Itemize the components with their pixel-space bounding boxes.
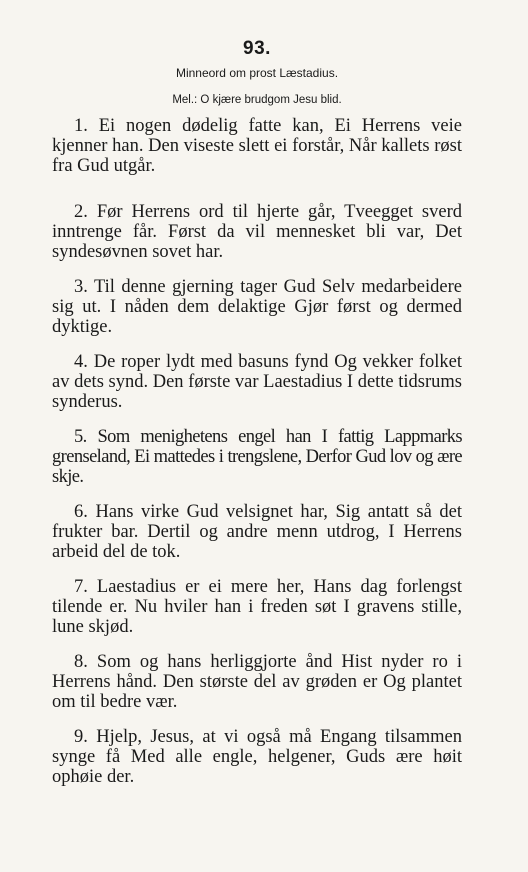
verse-number: 3. bbox=[74, 277, 88, 297]
verse-4 bbox=[52, 352, 462, 412]
verse-number: 4. bbox=[74, 352, 88, 372]
verse-text: Som og hans herliggjorte ånd Hist nyder ro i Herrens hånd. Den største del av grøden er Og plantet om til bedre vær. bbox=[52, 652, 462, 712]
hymn-title: Minneord om prost Læstadius. bbox=[175, 66, 339, 80]
verse-5 bbox=[52, 427, 462, 487]
verse-number: 5. bbox=[74, 427, 87, 447]
verse-text: Hjelp, Jesus, at vi også må Engang tilsammen synge få Med alle engle, helgener, Guds ære høit ophøie der. bbox=[52, 727, 462, 787]
verse-number: 7. bbox=[74, 577, 88, 597]
verse-text: Før Herrens ord til hjerte går, Tveegget sverd inntrenge får. Først da vil mennesket bli var, Det syndesøvnen sovet har. bbox=[52, 202, 462, 262]
verse-text: Ei nogen dødelig fatte kan, Ei Herrens veie kjenner han. Den viseste slett ei forstår, Når kallets røst fra Gud utgår. bbox=[52, 116, 462, 176]
verse-text: Til denne gjerning tager Gud Selv medarbeidere sig ut. I nåden dem delaktige Gjør først og dermed dyktige. bbox=[52, 277, 462, 337]
hymn-melody: Mel.: O kjære brudgom Jesu blid. bbox=[172, 94, 342, 106]
verse-number: 1. bbox=[74, 116, 88, 136]
hymn-number: 93. bbox=[243, 38, 271, 59]
verse-9 bbox=[52, 727, 462, 787]
verse-6 bbox=[52, 502, 462, 562]
verse-number: 9. bbox=[74, 727, 88, 747]
verse-3 bbox=[52, 277, 462, 337]
verse-text: Hans virke Gud velsignet har, Sig antatt så det frukter bar. Dertil og andre menn utdrog, I Herrens arbeid del de tok. bbox=[52, 502, 462, 562]
verse-8 bbox=[52, 652, 462, 712]
verse-text: Som menighetens engel han I fattig Lappmarks grenseland, Ei mattedes i trengslene, Derfor Gud lov og ære skje. bbox=[52, 427, 463, 487]
verse-number: 8. bbox=[74, 652, 88, 672]
verse-1 bbox=[52, 116, 462, 176]
verse-number: 2. bbox=[74, 202, 88, 222]
hymn-page bbox=[52, 30, 462, 802]
verse-text: Laestadius er ei mere her, Hans dag forlengst tilende er. Nu hviler han i freden søt I gravens stille, lune skjød. bbox=[52, 577, 463, 637]
verse-number: 6. bbox=[74, 502, 88, 522]
verse-7 bbox=[52, 577, 462, 637]
verse-2 bbox=[52, 202, 462, 262]
verse-text: De roper lydt med basuns fynd Og vekker folket av dets synd. Den første var Laestadius I dette tidsrums synderus. bbox=[52, 352, 462, 412]
